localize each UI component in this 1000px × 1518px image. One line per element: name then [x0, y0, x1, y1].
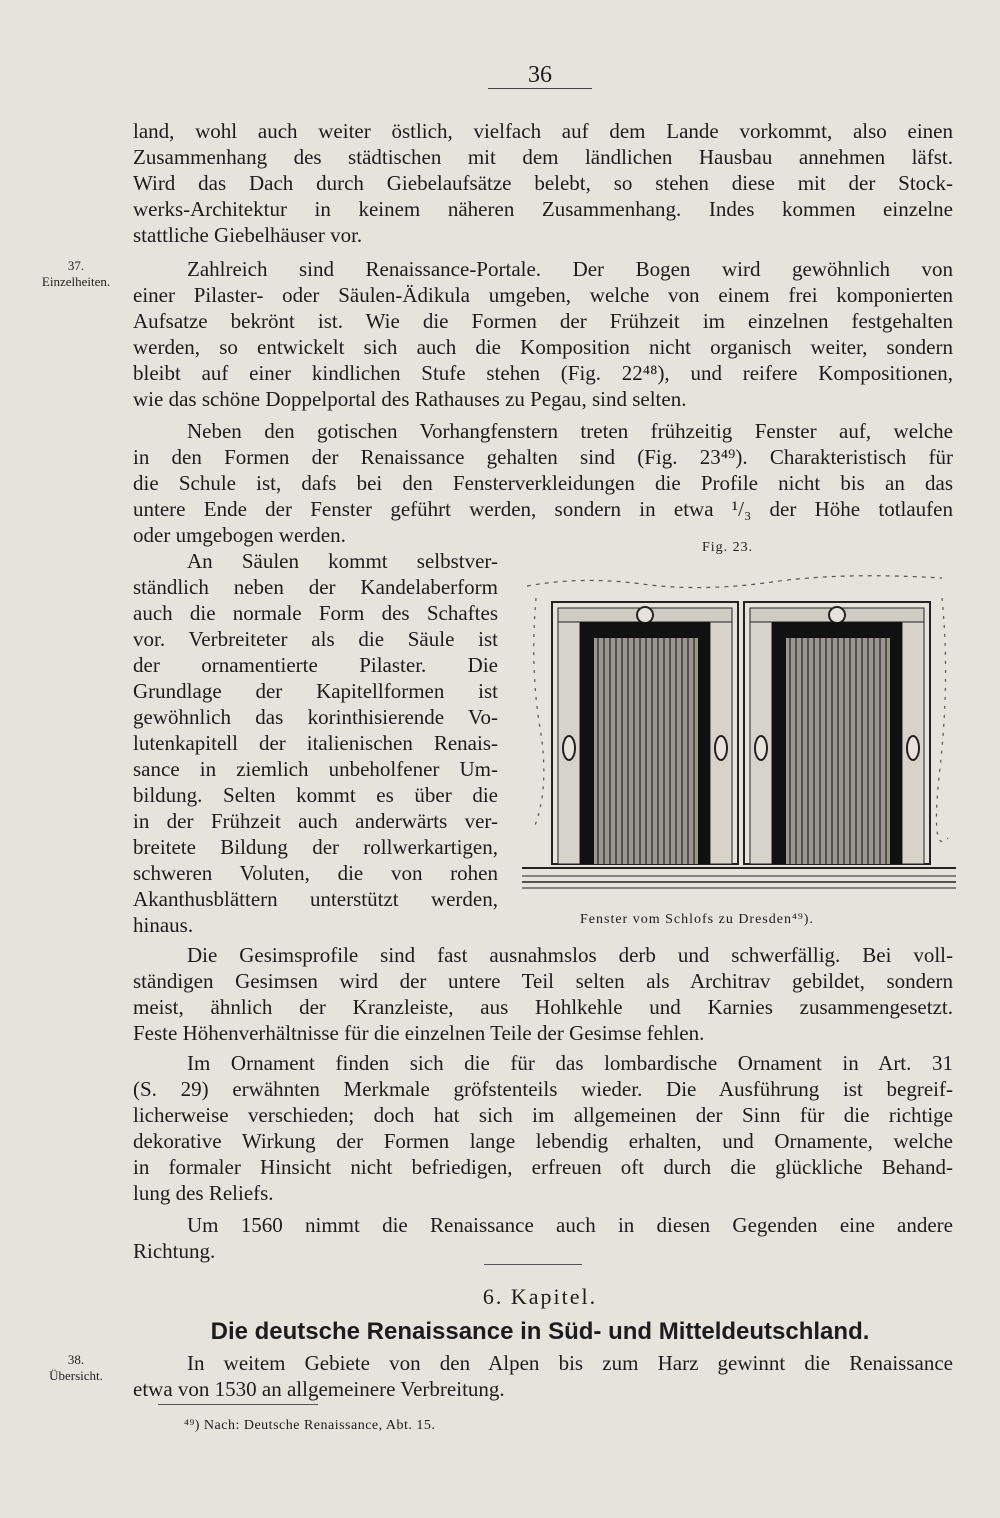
text-line: Um 1560 nimmt die Renaissance auch in diesen Gegenden eine andere — [187, 1213, 953, 1237]
text-line: breitete Bildung der rollwerkartigen, — [133, 835, 498, 859]
text-line: In weitem Gebiete von den Alpen bis zum Harz gewinnt die Renaissance — [187, 1351, 953, 1375]
text-line: gewöhnlich das korinthisierende Vo- — [133, 705, 498, 729]
chapter-number: 6. Kapitel. — [482, 1284, 598, 1309]
text-line: die Schule ist, dafs bei den Fensterverkleidungen die Profile nicht bis an das — [133, 471, 953, 495]
text-line: untere Ende der Fenster geführt werden, sondern in etwa ¹/₃ der Höhe totlaufen — [133, 497, 953, 521]
paragraph-8 — [133, 1350, 953, 1402]
text-line: wie das schöne Doppelportal des Rathauses zu Pegau, sind selten. — [133, 387, 687, 411]
text-line: Neben den gotischen Vorhangfenstern treten frühzeitig Fenster auf, welche — [187, 419, 953, 443]
text-line: hinaus. — [133, 913, 194, 937]
text-line: Akanthusblättern unterstützt werden, — [133, 887, 498, 911]
text-line: in formaler Hinsicht nicht befriedigen, erfreuen oft durch die glückliche Behand- — [133, 1155, 953, 1179]
text-line: meist, ähnlich der Kranzleiste, aus Hohlkehle und Karnies zusammengesetzt. — [133, 995, 953, 1019]
text-line: Zusammenhang des städtischen mit dem ländlichen Hausbau annehmen läfst. — [133, 145, 953, 169]
section-divider — [484, 1264, 582, 1265]
paragraph-3 — [133, 418, 953, 548]
margin-note-number: 38. — [67, 1352, 85, 1367]
margin-note-37 — [30, 258, 122, 290]
text-line: etwa von 1530 an allgemeinere Verbreitung. — [133, 1377, 505, 1401]
text-line: lutenkapitell der italienischen Renais- — [133, 731, 498, 755]
text-line: Im Ornament finden sich die für das lombardische Ornament in Art. 31 — [187, 1051, 953, 1075]
text-line: der ornamentierte Pilaster. Die — [133, 653, 498, 677]
footnote-rule — [158, 1404, 318, 1405]
text-line: Zahlreich sind Renaissance-Portale. Der Bogen wird gewöhnlich von — [187, 257, 953, 281]
text-line: lung des Reliefs. — [133, 1181, 274, 1205]
text-line: werden, so entwickelt sich auch die Komposition nicht organisch weiter, sondern — [133, 335, 953, 359]
paragraph-4 — [133, 548, 498, 938]
text-line: land, wohl auch weiter östlich, vielfach auf dem Lande vorkommt, also einen — [133, 119, 953, 143]
page-number-rule — [488, 88, 592, 89]
text-line: Aufsatze bekrönt ist. Wie die Formen der Frühzeit im einzelnen festgehalten — [133, 309, 953, 333]
text-line: bildung. Selten kommt es über die — [133, 783, 498, 807]
paragraph-1 — [133, 118, 953, 248]
text-line: werks-Architektur in keinem näheren Zusammenhang. Indes kommen einzelne — [133, 197, 953, 221]
paragraph-5 — [133, 942, 953, 1046]
text-line: Feste Höhenverhältnisse für die einzelnen Teile der Gesimse fehlen. — [133, 1021, 705, 1045]
margin-note-label: Einzelheiten. — [41, 274, 111, 289]
text-line: Wird das Dach durch Giebelaufsätze belebt, so stehen diese mit der Stock- — [133, 171, 953, 195]
text-line: (S. 29) erwähnten Merkmale gröfstenteils wieder. Die Ausführung ist begreif- — [133, 1077, 953, 1101]
window-right — [744, 602, 930, 864]
paragraph-2 — [133, 256, 953, 412]
text-line: vor. Verbreiteter als die Säule ist — [133, 627, 498, 651]
page-number: 36 — [528, 62, 552, 88]
margin-note-number: 37. — [67, 258, 85, 273]
paragraph-7 — [133, 1212, 953, 1264]
figure-caption: Fenster vom Schlofs zu Dresden⁴⁹). — [580, 912, 814, 927]
text-line: Grundlage der Kapitellformen ist — [133, 679, 498, 703]
text-line: bleibt auf einer kindlichen Stufe stehen (Fig. 22⁴⁸), und reifere Kompositionen, — [133, 361, 953, 385]
chapter-title: Die deutsche Renaissance in Süd- und Mitteldeutschland. — [210, 1318, 870, 1345]
text-line: An Säulen kommt selbstver- — [187, 549, 498, 573]
text-line: ständigen Gesimsen wird der untere Teil selten als Architrav gebildet, sondern — [133, 969, 953, 993]
margin-note-38 — [30, 1352, 122, 1384]
figure-label: Fig. 23. — [702, 540, 754, 555]
text-line: dekorative Wirkung der Formen lange lebendig erhalten, und Ornamente, welche — [133, 1129, 953, 1153]
footnote: ⁴⁹) Nach: Deutsche Renaissance, Abt. 15. — [184, 1418, 436, 1433]
paragraph-6 — [133, 1050, 953, 1206]
text-line: stattliche Giebelhäuser vor. — [133, 223, 363, 247]
text-line: einer Pilaster- oder Säulen-Ädikula umgeben, welche von einem frei komponierten — [133, 283, 953, 307]
text-line: ständlich neben der Kandelaberform — [133, 575, 498, 599]
text-line: in den Formen der Renaissance gehalten sind (Fig. 23⁴⁹). Charakteristisch für — [133, 445, 953, 469]
margin-note-label: Übersicht. — [49, 1368, 103, 1383]
text-line: auch die normale Form des Schaftes — [133, 601, 498, 625]
text-line: schweren Voluten, die von rohen — [133, 861, 498, 885]
text-line: licherweise verschieden; doch hat sich im allgemeinen der Sinn für die richtige — [133, 1103, 953, 1127]
window-left — [552, 602, 738, 864]
text-line: in der Frühzeit auch anderwärts ver- — [133, 809, 498, 833]
text-line: oder umgebogen werden. — [133, 523, 346, 547]
text-line: Die Gesimsprofile sind fast ausnahmslos derb und schwerfällig. Bei voll- — [187, 943, 953, 967]
text-line: Richtung. — [133, 1239, 216, 1263]
text-line: sance in ziemlich unbeholfener Um- — [133, 757, 498, 781]
window-figure — [522, 568, 956, 896]
